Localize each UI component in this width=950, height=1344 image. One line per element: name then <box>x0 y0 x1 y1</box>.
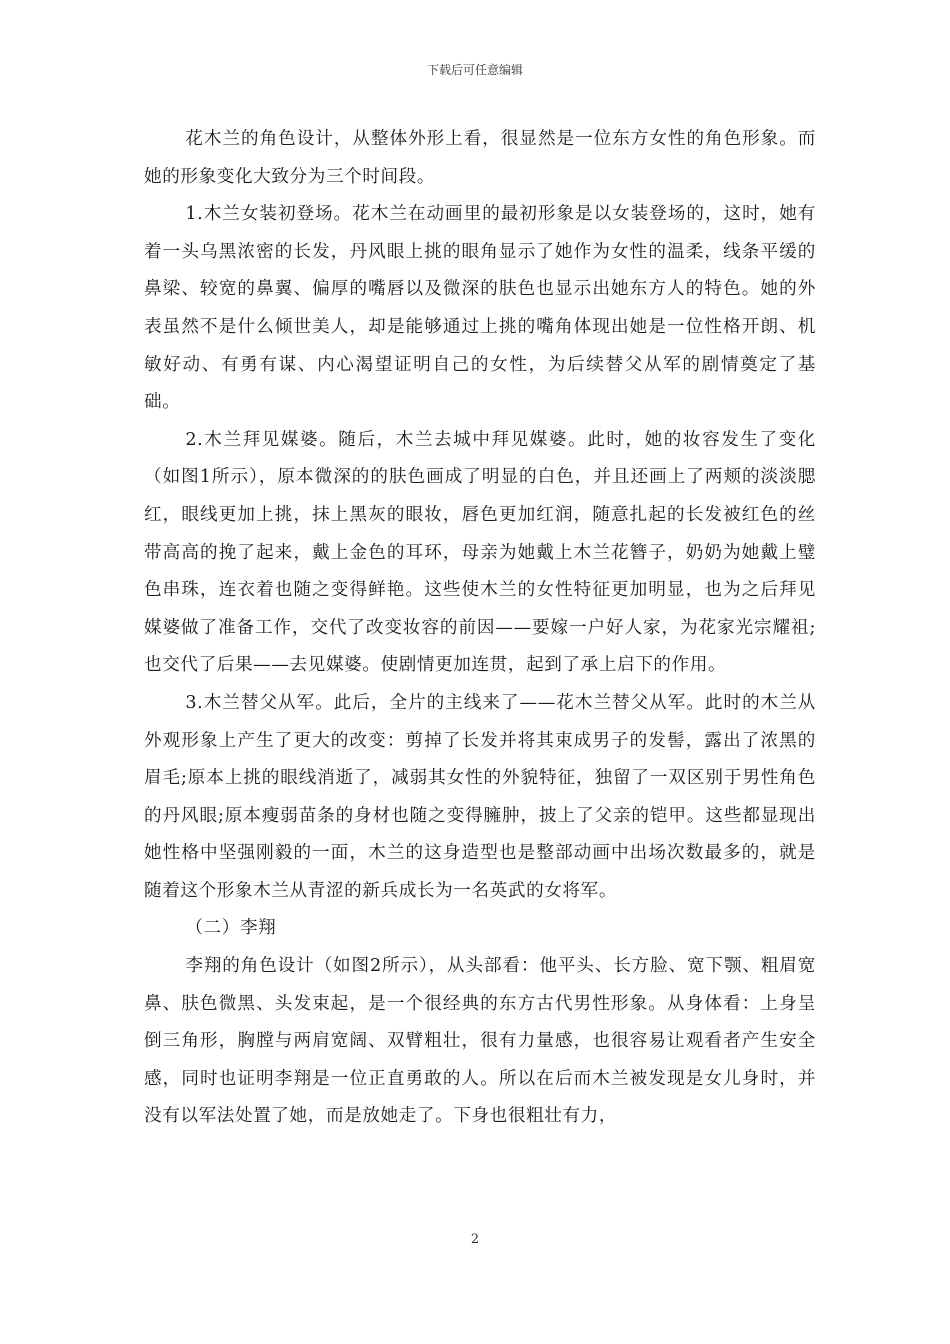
section-heading-li-shang: （二）李翔 <box>185 918 277 939</box>
body-text <box>144 121 816 1136</box>
paragraph-mulan-debut: 1.木兰女装初登场。花木兰在动画里的最初形象是以女装登场的，这时，她有着一头乌黑浓密的长发，丹风眼上挑的眼角显示了她作为女性的温柔，线条平缓的鼻梁、较宽的鼻翼、偏厚的嘴唇以及微深的肤色也显示出她东方人的特色。她的外表虽然不是什么倾世美人，却是能够通过上挑的嘴角体现出她是一位性格开朗、机敏好动、有勇有谋、内心渴望证明自己的女性，为后续替父从军的剧情奠定了基础。 <box>144 204 816 413</box>
paragraph-intro: 花木兰的角色设计，从整体外形上看，很显然是一位东方女性的角色形象。而她的形象变化大致分为三个时间段。 <box>144 129 816 187</box>
page-header: 下载后可任意编辑 <box>426 63 523 77</box>
paragraph-mulan-matchmaker: 2.木兰拜见媒婆。随后，木兰去城中拜见媒婆。此时，她的妆容发生了变化（如图1所示），原本微深的的肤色画成了明显的白色，并且还画上了两颊的淡淡腮红，眼线更加上挑，抹上黑灰的眼妆，唇色更加红润，随意扎起的长发被红色的丝带高高的挽了起来，戴上金色的耳环，母亲为她戴上木兰花簪子，奶奶为她戴上璧色串珠，连衣着也随之变得鲜艳。这些使木兰的女性特征更加明显，也为之后拜见媒婆做了准备工作，交代了改变妆容的前因——要嫁一户好人家，为花家光宗耀祖;也交代了后果——去见媒婆。使剧情更加连贯，起到了承上启下的作用。 <box>144 429 816 676</box>
paragraph-mulan-army: 3.木兰替父从军。此后，全片的主线来了——花木兰替父从军。此时的木兰从外观形象上产生了更大的改变：剪掉了长发并将其束成男子的发髻，露出了浓黑的眉毛;原本上挑的眼线消逝了，减弱其女性的外貌特征，独留了一双区别于男性角色的丹风眼;原本瘦弱苗条的身材也随之变得臃肿，披上了父亲的铠甲。这些都显现出她性格中坚强刚毅的一面，木兰的这身造型也是整部动画中出场次数最多的，就是随着这个形象木兰从青涩的新兵成长为一名英武的女将军。 <box>144 692 816 901</box>
paragraph-li-shang: 李翔的角色设计（如图2所示），从头部看：他平头、长方脸、宽下颚、粗眉宽鼻、肤色微黑、头发束起，是一个很经典的东方古代男性形象。从身体看：上身呈倒三角形，胸膛与两肩宽阔、双臂粗壮，很有力量感，也很容易让观看者产生安全感，同时也证明李翔是一位正直勇敢的人。所以在后而木兰被发现是女儿身时，并没有以军法处置了她，而是放她走了。下身也很粗壮有力， <box>144 956 816 1127</box>
page-number: 2 <box>470 1232 480 1247</box>
